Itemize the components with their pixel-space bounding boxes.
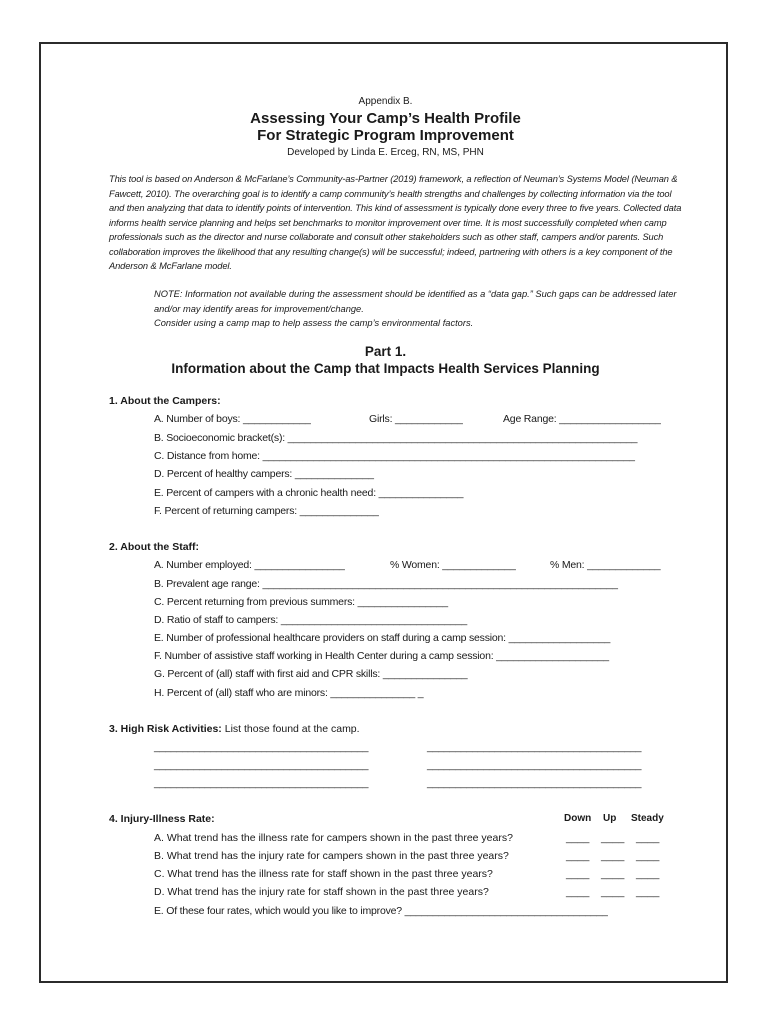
- women-field[interactable]: % Women: _____________: [390, 559, 516, 571]
- activity-line[interactable]: ______________________________________: [154, 741, 369, 753]
- age-range-field[interactable]: Age Range: __________________: [503, 413, 661, 425]
- healthy-campers-field[interactable]: D. Percent of healthy campers: ______________: [154, 468, 374, 480]
- activity-line[interactable]: ______________________________________: [154, 759, 369, 771]
- activity-line[interactable]: ______________________________________: [154, 777, 369, 789]
- returning-campers-field[interactable]: F. Percent of returning campers: ______________: [154, 505, 379, 517]
- men-field[interactable]: % Men: _____________: [550, 559, 661, 571]
- chronic-need-field[interactable]: E. Percent of campers with a chronic health need: _______________: [154, 487, 464, 499]
- activities-heading: [109, 723, 360, 735]
- intro-paragraph: This tool is based on Anderson & McFarlane’s Community-as-Partner (2019) framework, a reflection of Neuman’s Systems Model (Neuman & Fawcett, 2010). The overarching goal is to identify a camp community’s health strengths and challenges by collecting information via the tool and then analyzing that data to identify points of intervention. This kind of assessment is typically done every three to five years. Collected data informs health service planning and helps set benchmarks to monitor improvement over time. It is most successfully completed when camp professionals such as the director and nurse collaborate and consult other stakeholders such as other staff, campers and/or parents. Such collaboration improves the likelihood that any resulting change(s) will be successful; indeed, partnering with others is a key component of the Anderson & McFarlane model.: [109, 174, 682, 271]
- part-label: Part 1.: [364, 344, 407, 359]
- col-steady: Steady: [631, 813, 664, 824]
- form-subtitle: For Strategic Program Improvement: [257, 127, 514, 144]
- trend-blank-down[interactable]: ____: [566, 850, 590, 862]
- note-block: [154, 287, 684, 331]
- improve-rate-field[interactable]: E. Of these four rates, which would you like to improve? ____________________________________: [154, 905, 608, 917]
- trend-blank-steady[interactable]: ____: [636, 886, 660, 898]
- staff-returning-field[interactable]: C. Percent returning from previous summers: ________________: [154, 596, 448, 608]
- trend-blank-up[interactable]: ____: [601, 832, 625, 844]
- distance-field[interactable]: C. Distance from home: __________________________________________________________________: [154, 450, 635, 462]
- col-up: Up: [603, 813, 617, 824]
- healthcare-providers-field[interactable]: E. Number of professional healthcare providers on staff during a camp session: __________________: [154, 632, 611, 644]
- injury-heading: 4. Injury-Illness Rate:: [109, 813, 215, 825]
- trend-question-b: B. What trend has the injury rate for campers shown in the past three years?: [154, 850, 509, 862]
- trend-blank-up[interactable]: ____: [601, 886, 625, 898]
- socioeconomic-field[interactable]: B. Socioeconomic bracket(s): ______________________________________________________________: [154, 432, 638, 444]
- activity-line[interactable]: ______________________________________: [427, 777, 642, 789]
- trend-blank-down[interactable]: ____: [566, 832, 590, 844]
- trend-blank-steady[interactable]: ____: [636, 868, 660, 880]
- trend-blank-up[interactable]: ____: [601, 850, 625, 862]
- trend-question-d: D. What trend has the injury rate for staff shown in the past three years?: [154, 886, 489, 898]
- camp-map-tip: Consider using a camp map to help assess the camp’s environmental factors.: [154, 318, 474, 328]
- form-page: [39, 42, 728, 983]
- activities-heading-label: 3. High Risk Activities:: [109, 723, 222, 735]
- appendix-label: Appendix B.: [358, 96, 413, 107]
- activity-line[interactable]: ______________________________________: [427, 759, 642, 771]
- staff-age-range-field[interactable]: B. Prevalent age range: _______________________________________________________________: [154, 578, 618, 590]
- data-gap-note: NOTE: Information not available during the assessment should be identified as a “data gap.” Such gaps can be addressed later and/or may identify areas for improvement/change.: [154, 289, 677, 314]
- campers-heading: 1. About the Campers:: [109, 395, 221, 407]
- minors-field[interactable]: H. Percent of (all) staff who are minors: _______________ _: [154, 687, 424, 699]
- staff-ratio-field[interactable]: D. Ratio of staff to campers: _________________________________: [154, 614, 467, 626]
- first-aid-field[interactable]: G. Percent of (all) staff with first aid and CPR skills: _______________: [154, 668, 468, 680]
- trend-question-c: C. What trend has the illness rate for staff shown in the past three years?: [154, 868, 493, 880]
- girls-field[interactable]: Girls: ____________: [369, 413, 463, 425]
- activities-instruction: List those found at the camp.: [224, 723, 360, 735]
- col-down: Down: [564, 813, 592, 824]
- author-line: Developed by Linda E. Erceg, RN, MS, PHN: [287, 147, 484, 158]
- trend-blank-steady[interactable]: ____: [636, 850, 660, 862]
- trend-blank-up[interactable]: ____: [601, 868, 625, 880]
- assistive-staff-field[interactable]: F. Number of assistive staff working in Health Center during a camp session: ____________________: [154, 650, 609, 662]
- boys-field[interactable]: A. Number of boys: ____________: [154, 413, 311, 425]
- activity-line[interactable]: ______________________________________: [427, 741, 642, 753]
- trend-question-a: A. What trend has the illness rate for campers shown in the past three years?: [154, 832, 513, 844]
- staff-heading: 2. About the Staff:: [109, 541, 200, 553]
- form-title: Assessing Your Camp’s Health Profile: [250, 110, 521, 127]
- trend-blank-steady[interactable]: ____: [636, 832, 660, 844]
- trend-blank-down[interactable]: ____: [566, 886, 590, 898]
- part-title: Information about the Camp that Impacts Health Services Planning: [171, 361, 600, 376]
- trend-blank-down[interactable]: ____: [566, 868, 590, 880]
- staff-employed-field[interactable]: A. Number employed: ________________: [154, 559, 345, 571]
